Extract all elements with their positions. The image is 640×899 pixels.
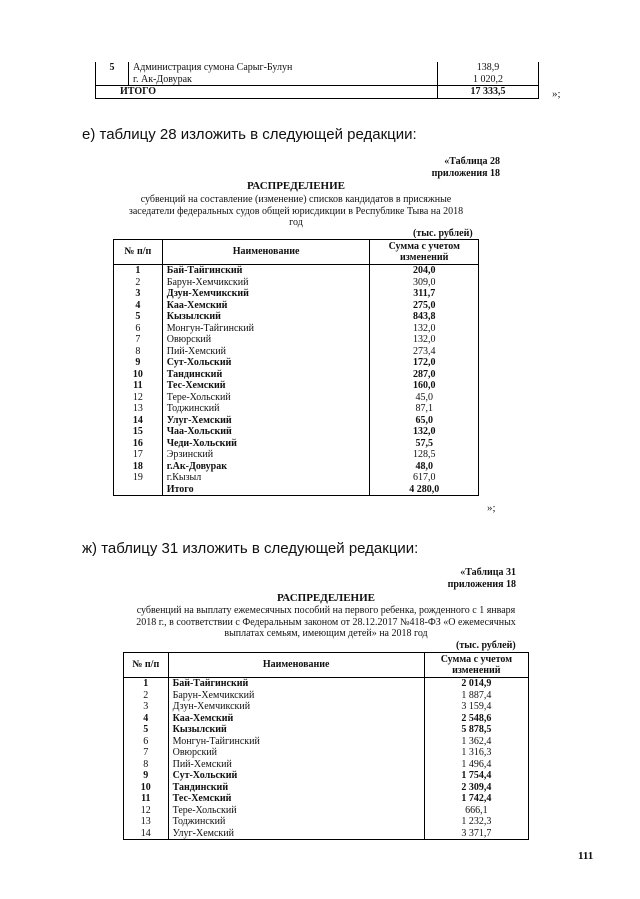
table-31-ref-line1: «Таблица 31 — [460, 567, 516, 578]
row-name: Овюрский — [162, 334, 370, 346]
row-number: 11 — [124, 793, 169, 805]
row-name: Дзун-Хемчикский — [162, 288, 370, 300]
table-row — [114, 334, 479, 346]
table-31-title: РАСПРЕДЕЛЕНИЕ — [276, 592, 375, 604]
row-value: 1 496,4 — [424, 759, 528, 771]
row-number: 1 — [124, 678, 169, 690]
row-name: Каа-Хемский — [168, 713, 424, 725]
row-number: 5 — [124, 724, 169, 736]
row-value: 843,8 — [370, 311, 479, 323]
row-number: 1 — [114, 265, 163, 277]
row-name: Пий-Хемский — [162, 346, 370, 358]
row-number: 6 — [114, 323, 163, 335]
table-28-title: РАСПРЕДЕЛЕНИЕ — [246, 180, 345, 192]
row-number: 7 — [124, 747, 169, 759]
row-value: 128,5 — [370, 449, 479, 461]
row-value: 48,0 — [370, 461, 479, 473]
row-name: Бай-Тайгинский — [168, 678, 424, 690]
row-value: 132,0 — [370, 334, 479, 346]
row-name: г. Ак-Довурак — [129, 74, 438, 86]
row-number: 10 — [114, 369, 163, 381]
row-number: 12 — [114, 392, 163, 404]
row-value: 172,0 — [370, 357, 479, 369]
row-value: 617,0 — [370, 472, 479, 484]
table-row — [114, 346, 479, 358]
row-value: 3 371,7 — [424, 828, 528, 840]
table-row — [114, 380, 479, 392]
row-value: 45,0 — [370, 392, 479, 404]
table-row — [114, 300, 479, 312]
row-number: 9 — [124, 770, 169, 782]
table-row — [114, 392, 479, 404]
row-value: 311,7 — [370, 288, 479, 300]
table-row — [114, 369, 479, 381]
row-name: Бай-Тайгинский — [162, 265, 370, 277]
table-row — [114, 311, 479, 323]
row-value: 57,5 — [370, 438, 479, 450]
table-28-ref-line2: приложения 18 — [431, 168, 500, 179]
table-row — [124, 759, 529, 771]
row-value: 1 754,4 — [424, 770, 528, 782]
table-row — [124, 701, 529, 713]
row-number: 2 — [114, 277, 163, 289]
row-number: 7 — [114, 334, 163, 346]
row-number: 3 — [124, 701, 169, 713]
row-name: Тес-Хемский — [168, 793, 424, 805]
row-name: Тандинский — [162, 369, 370, 381]
row-number: 4 — [124, 713, 169, 725]
row-name: Эрзинский — [162, 449, 370, 461]
table-row — [124, 678, 529, 690]
row-number: 11 — [114, 380, 163, 392]
row-number: 13 — [114, 403, 163, 415]
row-number: 14 — [124, 828, 169, 840]
table-28-reference — [380, 156, 500, 180]
table-row — [124, 747, 529, 759]
row-number — [96, 74, 129, 86]
top-continuation-table — [95, 62, 539, 99]
header-num: № п/п — [124, 653, 169, 678]
total-label: ИТОГО — [96, 86, 438, 99]
table-31-subtitle: субвенций на выплату ежемесячных пособий на первого ребенка, рожденного с 1 января 2018 г., в соответствии с Федеральным законом от 28.12.2017 №418-ФЗ «О ежемесячных выплатах семьям, имеющим детей» на 2018 год — [136, 605, 516, 639]
row-name: Пий-Хемский — [168, 759, 424, 771]
row-name: Сут-Хольский — [168, 770, 424, 782]
row-number: 12 — [124, 805, 169, 817]
total-row — [114, 484, 479, 496]
row-value: 65,0 — [370, 415, 479, 427]
row-name: Монгун-Тайгинский — [162, 323, 370, 335]
row-value: 1 742,4 — [424, 793, 528, 805]
row-name: Кызылский — [168, 724, 424, 736]
table-row — [114, 415, 479, 427]
row-value: 87,1 — [370, 403, 479, 415]
row-number: 14 — [114, 415, 163, 427]
row-number: 17 — [114, 449, 163, 461]
row-value: 3 159,4 — [424, 701, 528, 713]
row-name: Овюрский — [168, 747, 424, 759]
table-row — [124, 782, 529, 794]
table-row — [96, 74, 539, 86]
table-row — [124, 805, 529, 817]
row-value: 1 887,4 — [424, 690, 528, 702]
row-name: г.Кызыл — [162, 472, 370, 484]
row-value: 138,9 — [438, 62, 539, 74]
row-number: 18 — [114, 461, 163, 473]
row-name: Тоджинский — [168, 816, 424, 828]
row-name: Сут-Хольский — [162, 357, 370, 369]
table-row — [114, 438, 479, 450]
table-row — [124, 724, 529, 736]
table-31-units: (тыс. рублей) — [456, 640, 516, 651]
row-number: 3 — [114, 288, 163, 300]
row-value: 204,0 — [370, 265, 479, 277]
row-number: 2 — [124, 690, 169, 702]
table-row — [114, 277, 479, 289]
row-number: 6 — [124, 736, 169, 748]
row-name: Чаа-Хольский — [162, 426, 370, 438]
table-31-ref-line2: приложения 18 — [447, 579, 516, 590]
row-value: 666,1 — [424, 805, 528, 817]
table-row — [114, 403, 479, 415]
row-name: Тес-Хемский — [162, 380, 370, 392]
row-value: 132,0 — [370, 323, 479, 335]
header-value: Сумма с учетом изменений — [370, 240, 479, 265]
table-row — [124, 690, 529, 702]
table-28-closing-mark: »; — [487, 502, 496, 514]
table-28-units: (тыс. рублей) — [413, 228, 473, 239]
row-name: Тере-Хольский — [168, 805, 424, 817]
table-row — [124, 713, 529, 725]
row-value: 273,4 — [370, 346, 479, 358]
header-name: Наименование — [162, 240, 370, 265]
row-number: 5 — [96, 62, 129, 74]
row-value: 1 362,4 — [424, 736, 528, 748]
table-row — [124, 770, 529, 782]
row-number: 13 — [124, 816, 169, 828]
row-name: Кызылский — [162, 311, 370, 323]
row-name: Барун-Хемчикский — [168, 690, 424, 702]
table-31 — [123, 652, 529, 840]
row-value: 1 316,3 — [424, 747, 528, 759]
row-value: 5 878,5 — [424, 724, 528, 736]
table-row — [114, 288, 479, 300]
row-value: 1 020,2 — [438, 74, 539, 86]
instruction-zh: ж) таблицу 31 изложить в следующей редакции: — [82, 540, 419, 557]
top-closing-mark: »; — [552, 88, 561, 100]
table-row — [114, 323, 479, 335]
instruction-e: е) таблицу 28 изложить в следующей редакции: — [82, 126, 417, 143]
row-name: Тандинский — [168, 782, 424, 794]
table-31-reference — [400, 567, 516, 591]
total-value: 17 333,5 — [438, 86, 539, 99]
row-name: Администрация сумона Сарыг-Булун — [129, 62, 438, 74]
header-value: Сумма с учетом изменений — [424, 653, 528, 678]
table-row — [124, 793, 529, 805]
row-value: 132,0 — [370, 426, 479, 438]
table-28-subtitle: субвенций на составление (изменение) списков кандидатов в присяжные заседатели федеральных судов общей юрисдикции в Республике Тыва на 2018 год — [128, 194, 464, 228]
table-row — [124, 816, 529, 828]
table-row — [114, 472, 479, 484]
page-number: 111 — [578, 850, 594, 862]
row-name: Чеди-Хольский — [162, 438, 370, 450]
row-number: 5 — [114, 311, 163, 323]
row-number: 15 — [114, 426, 163, 438]
row-name: Улуг-Хемский — [162, 415, 370, 427]
row-value: 2 014,9 — [424, 678, 528, 690]
row-value: 2 309,4 — [424, 782, 528, 794]
table-28 — [113, 239, 479, 496]
table-row — [96, 62, 539, 74]
row-number: 4 — [114, 300, 163, 312]
row-number: 8 — [114, 346, 163, 358]
total-label: Итого — [162, 484, 370, 496]
header-name: Наименование — [168, 653, 424, 678]
table-row — [114, 426, 479, 438]
row-name: г.Ак-Довурак — [162, 461, 370, 473]
table-row — [124, 736, 529, 748]
row-name: Монгун-Тайгинский — [168, 736, 424, 748]
table-row — [114, 265, 479, 277]
row-value: 275,0 — [370, 300, 479, 312]
table-row — [114, 461, 479, 473]
row-value: 160,0 — [370, 380, 479, 392]
row-name: Улуг-Хемский — [168, 828, 424, 840]
row-name: Барун-Хемчикский — [162, 277, 370, 289]
row-name: Тере-Хольский — [162, 392, 370, 404]
row-value: 309,0 — [370, 277, 479, 289]
row-value: 2 548,6 — [424, 713, 528, 725]
row-value: 287,0 — [370, 369, 479, 381]
header-num: № п/п — [114, 240, 163, 265]
row-name: Тоджинский — [162, 403, 370, 415]
table-28-ref-line1: «Таблица 28 — [444, 156, 500, 167]
row-value: 1 232,3 — [424, 816, 528, 828]
row-number: 16 — [114, 438, 163, 450]
total-row — [96, 86, 539, 99]
row-number: 9 — [114, 357, 163, 369]
row-number: 19 — [114, 472, 163, 484]
row-number: 8 — [124, 759, 169, 771]
row-number: 10 — [124, 782, 169, 794]
table-row — [114, 449, 479, 461]
total-value: 4 280,0 — [370, 484, 479, 496]
row-name: Каа-Хемский — [162, 300, 370, 312]
table-row — [114, 357, 479, 369]
total-number — [114, 484, 163, 496]
row-name: Дзун-Хемчикский — [168, 701, 424, 713]
table-row — [124, 828, 529, 840]
